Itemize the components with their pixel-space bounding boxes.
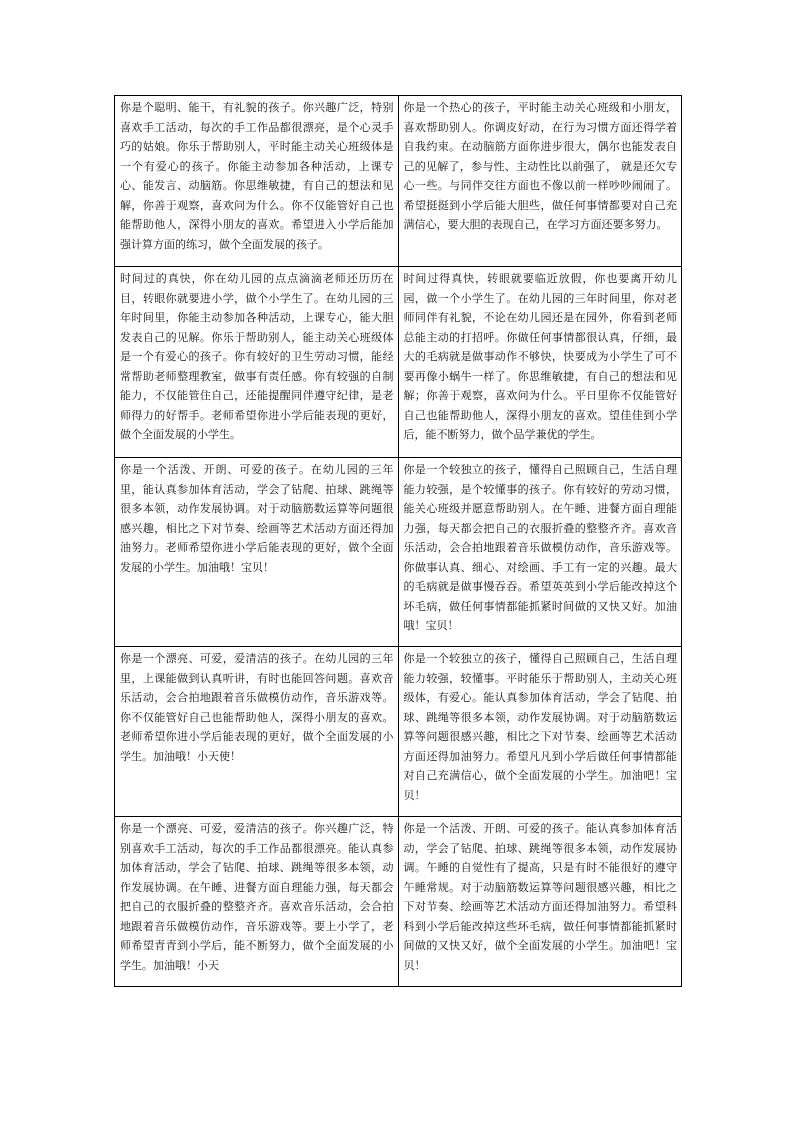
comment-cell-left: 你是一个漂亮、可爱，爱清洁的孩子。你兴趣广泛，特别喜欢手工活动，每次的手工作品都很漂亮。能认真参加体育活动，学会了钻爬、拍球、跳绳等很多本领，动作发展协调。在午睡、进餐方面自理能力强，每天都会把自己的衣服折叠的整整齐齐。喜欢音乐活动，会合拍地跟着音乐做模仿动作，音乐游戏等。要上小学了，老师希望青青到小学后，能不断努力，做个全面发展的小学生。加油哦！小天 [115,817,399,987]
comment-cell-right: 你是一个较独立的孩子，懂得自己照顾自己，生活自理能力较强，是个较懂事的孩子。你有较好的劳动习惯，能关心班级并愿意帮助别人。在午睡、进餐方面自理能力强，每天都会把自己的衣服折叠的整整齐齐。喜欢音乐活动，会合拍地跟着音乐做模仿动作，音乐游戏等。你做事认真、细心、对绘画、手工有一定的兴趣。最大的毛病就是做事慢吞吞。希望英英到小学后能改掉这个坏毛病，做任何事情都能抓紧时间做的又快又好。加油哦！宝贝！ [398,458,682,647]
comment-cell-right: 你是一个热心的孩子，平时能主动关心班级和小朋友，喜欢帮助别人。你调皮好动，在行为习惯方面还得学着自我约束。在动脑筋方面你进步很大，偶尔也能发表自己的见解了，参与性、主动性比以前强了， 就是还欠专心一些。与同伴交往方面也不像以前一样吵吵闹闹了。希望挺挺到小学后能大胆些，做任何事情都要对自己充满信心，要大胆的表现自己，在学习方面还要多努力。 [398,96,682,267]
comment-cell-right: 时间过得真快，转眼就要临近放假，你也要离开幼儿园，做一个小学生了。在幼儿园的三年时间里，你对老师同伴有礼貌，不论在幼儿园还是在园外，你看到老师总能主动的打招呼。你做任何事情都很认真，仔细，最大的毛病就是做事动作不够快，快要成为小学生了可不要再像小蜗牛一样了。你思维敏捷，有自己的想法和见解；你善于观察，喜欢问为什么。平日里你不仅能管好自己也能帮助他人，深得小朋友的喜欢。望佳佳到小学后，能不断努力，做个品学兼优的学生。 [398,267,682,458]
table-row [115,96,682,267]
table-row [115,458,682,647]
comment-cell-left: 时间过的真快，你在幼儿园的点点滴滴老师还历历在目，转眼你就要进小学，做个小学生了。在幼儿园的三年时间里，你能主动参加各种活动，上课专心，能大胆发表自己的见解。你乐于帮助别人，能主动关心班级体是一个有爱心的孩子。你有较好的卫生劳动习惯，能经常帮助老师整理教室，做事有责任感。你有较强的自制能力，不仅能管住自己，还能提醒同伴遵守纪律，是老师得力的好帮手。老师希望你进小学后能表现的更好，做个全面发展的小学生。 [115,267,399,458]
comment-cell-right: 你是一个较独立的孩子，懂得自己照顾自己，生活自理能力较强，较懂事。平时能乐于帮助别人，主动关心班级体，有爱心。能认真参加体育活动，学会了钻爬、拍球、跳绳等很多本领，动作发展协调。对于动脑筋数运算等问题很感兴趣，相比之下对节奏、绘画等艺术活动方面还得加油努力。希望凡凡到小学后做任何事情都能对自己充满信心，做个全面发展的小学生。加油吧！宝贝！ [398,647,682,817]
comment-cell-left: 你是一个漂亮、可爱，爱清洁的孩子。在幼儿园的三年里，上课能做到认真听讲，有时也能回答问题。喜欢音乐活动，会合拍地跟着音乐做模仿动作，音乐游戏等。你不仅能管好自己也能帮助他人，深得小朋友的喜欢。老师希望你进小学后能表现的更好，做个全面发展的小学生。加油哦！小天使！ [115,647,399,817]
comment-cell-left: 你是一个活泼、开朗、可爱的孩子。在幼儿园的三年里，能认真参加体育活动，学会了钻爬、拍球、跳绳等很多本领，动作发展协调。对于动脑筋数运算等问题很感兴趣，相比之下对节奏、绘画等艺术活动方面还得加油努力。老师希望你进小学后能表现的更好，做个全面发展的小学生。加油哦！宝贝！ [115,458,399,647]
table-row [115,267,682,458]
table-row [115,647,682,817]
comments-table [114,95,682,987]
comment-cell-right: 你是一个活泼、开朗、可爱的孩子。能认真参加体育活动，学会了钻爬、拍球、跳绳等很多本领，动作发展协调。午睡的自觉性有了提高，只是有时不能很好的遵守午睡常规。对于动脑筋数运算等问题很感兴趣，相比之下对节奏、绘画等艺术活动方面还得加油努力。希望科科到小学后能改掉这些坏毛病，做任何事情都能抓紧时间做的又快又好，做个全面发展的小学生。加油吧！宝贝！ [398,817,682,987]
comment-cell-left: 你是个聪明、能干，有礼貌的孩子。你兴趣广泛，特别喜欢手工活动，每次的手工作品都很漂亮，是个心灵手巧的姑娘。你乐于帮助别人，平时能主动关心班级体是一个有爱心的孩子。你能主动参加各种活动，上课专心、能发言、动脑筋。你思维敏捷，有自己的想法和见解，你善于观察，喜欢问为什么。你不仅能管好自己也能帮助他人，深得小朋友的喜欢。希望进入小学后能加强计算方面的练习，做个全面发展的孩子。 [115,96,399,267]
table-row [115,817,682,987]
